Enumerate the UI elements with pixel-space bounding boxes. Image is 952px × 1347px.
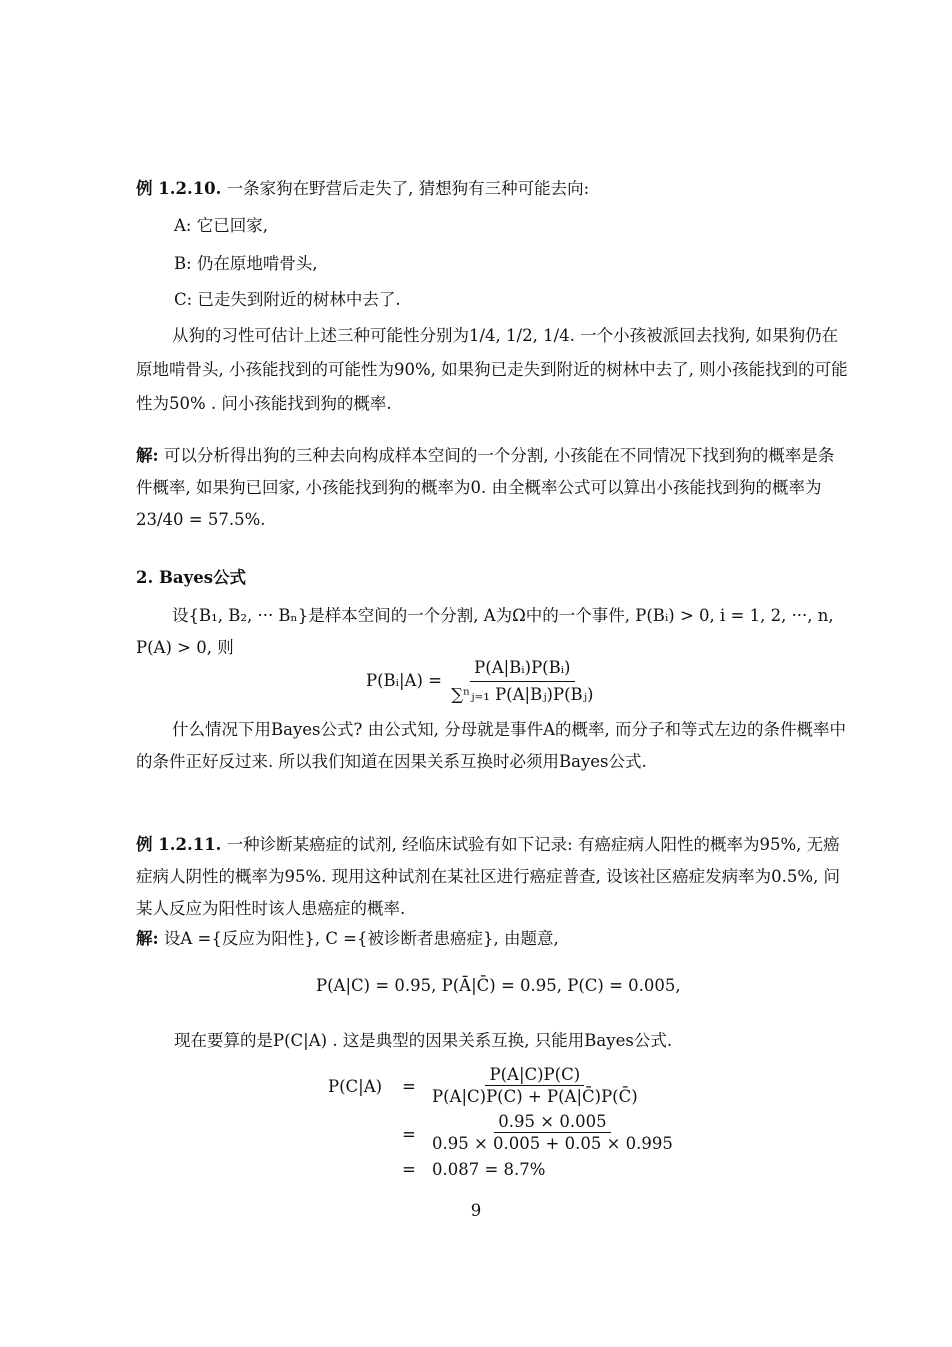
solution-label: 解: [136,929,159,948]
bayes-numerator: P(A|Bᵢ)P(Bᵢ) [470,656,574,682]
task-statement: 现在要算的是P(C|A) . 这是典型的因果关系互换, 只能用Bayes公式. [174,1031,673,1050]
bayes-formula-fraction [447,656,597,707]
solution-2-intro [136,924,848,954]
equals-sign-3: = [402,1160,416,1179]
bayes-formula [366,656,597,707]
example-1-2-10-intro [136,174,848,204]
fraction-1-numerator: P(A|C)P(C) [485,1065,584,1086]
solution-label: 解: [136,446,159,465]
given-probabilities: P(A|C) = 0.95, P(Ā|C̄) = 0.95, P(C) = 0.005, [316,976,681,995]
bayes-formula-lhs: P(Bᵢ|A) = [366,671,442,690]
section-heading-bayes: 2. Bayes公式 [136,568,246,587]
bayes-discussion: 什么情况下用Bayes公式? 由公式知, 分母就是事件A的概率, 而分子和等式左边的条件概率中的条件正好反过来. 所以我们知道在因果关系互换时必须用Bayes公式. [136,720,847,771]
example-label: 例 1.2.10. [136,179,222,198]
example-1-2-11 [136,829,848,925]
solution-2-text: 设A ={反应为阳性}, C ={被诊断者患癌症}, 由题意, [163,929,559,948]
bayes-setup: 设{B₁, B₂, ··· Bₙ}是样本空间的一个分割, A为Ω中的一个事件, P(Bᵢ) > 0, i = 1, 2, ···, n, P(A) > 0, 则 [136,606,834,657]
example-intro-text: 一条家狗在野营后走失了, 猜想狗有三种可能去向: [226,179,590,198]
equals-sign-2: = [402,1125,416,1144]
solution-1-text: 可以分析得出狗的三种去向构成样本空间的一个分割, 小孩能在不同情况下找到狗的概率是条件概率, 如果狗已回家, 小孩能找到狗的概率为0. 由全概率公式可以算出小孩能找到狗的概率为23/40 = 57.5%. [136,446,835,529]
page-number: 9 [470,1201,482,1220]
bayes-denominator: ∑ⁿⱼ₌₁ P(A|Bⱼ)P(Bⱼ) [451,685,594,704]
case-a: A: 它已回家, [174,216,268,235]
computation-fraction-2 [428,1112,677,1153]
fraction-1-denominator: P(A|C)P(C) + P(A|C̄)P(C̄) [432,1087,638,1106]
computation-fraction-1 [428,1065,642,1106]
case-b: B: 仍在原地啃骨头, [174,254,318,273]
case-c: C: 已走失到附近的树林中去了. [174,290,401,309]
computation-result: 0.087 = 8.7% [432,1160,546,1179]
solution-1 [136,440,848,536]
computation-lhs: P(C|A) [328,1077,383,1096]
example-body: 从狗的习性可估计上述三种可能性分别为1/4, 1/2, 1/4. 一个小孩被派回去找狗, 如果狗仍在原地啃骨头, 小孩能找到的可能性为90%, 如果狗已走失到附近的树林中去了, 则小孩能找到的可能性为50% . 问小孩能找到狗的概率. [136,326,848,413]
example-text: 一种诊断某癌症的试剂, 经临床试验有如下记录: 有癌症病人阳性的概率为95%, 无癌症病人阴性的概率为95%. 现用这种试剂在某社区进行癌症普查, 设该社区癌症发病率为0.5%, 问某人反应为阳性时该人患癌症的概率. [136,835,841,918]
fraction-2-denominator: 0.95 × 0.005 + 0.05 × 0.995 [432,1134,673,1153]
fraction-2-numerator: 0.95 × 0.005 [494,1112,610,1133]
example-label: 例 1.2.11. [136,835,222,854]
equals-sign-1: = [402,1077,416,1096]
